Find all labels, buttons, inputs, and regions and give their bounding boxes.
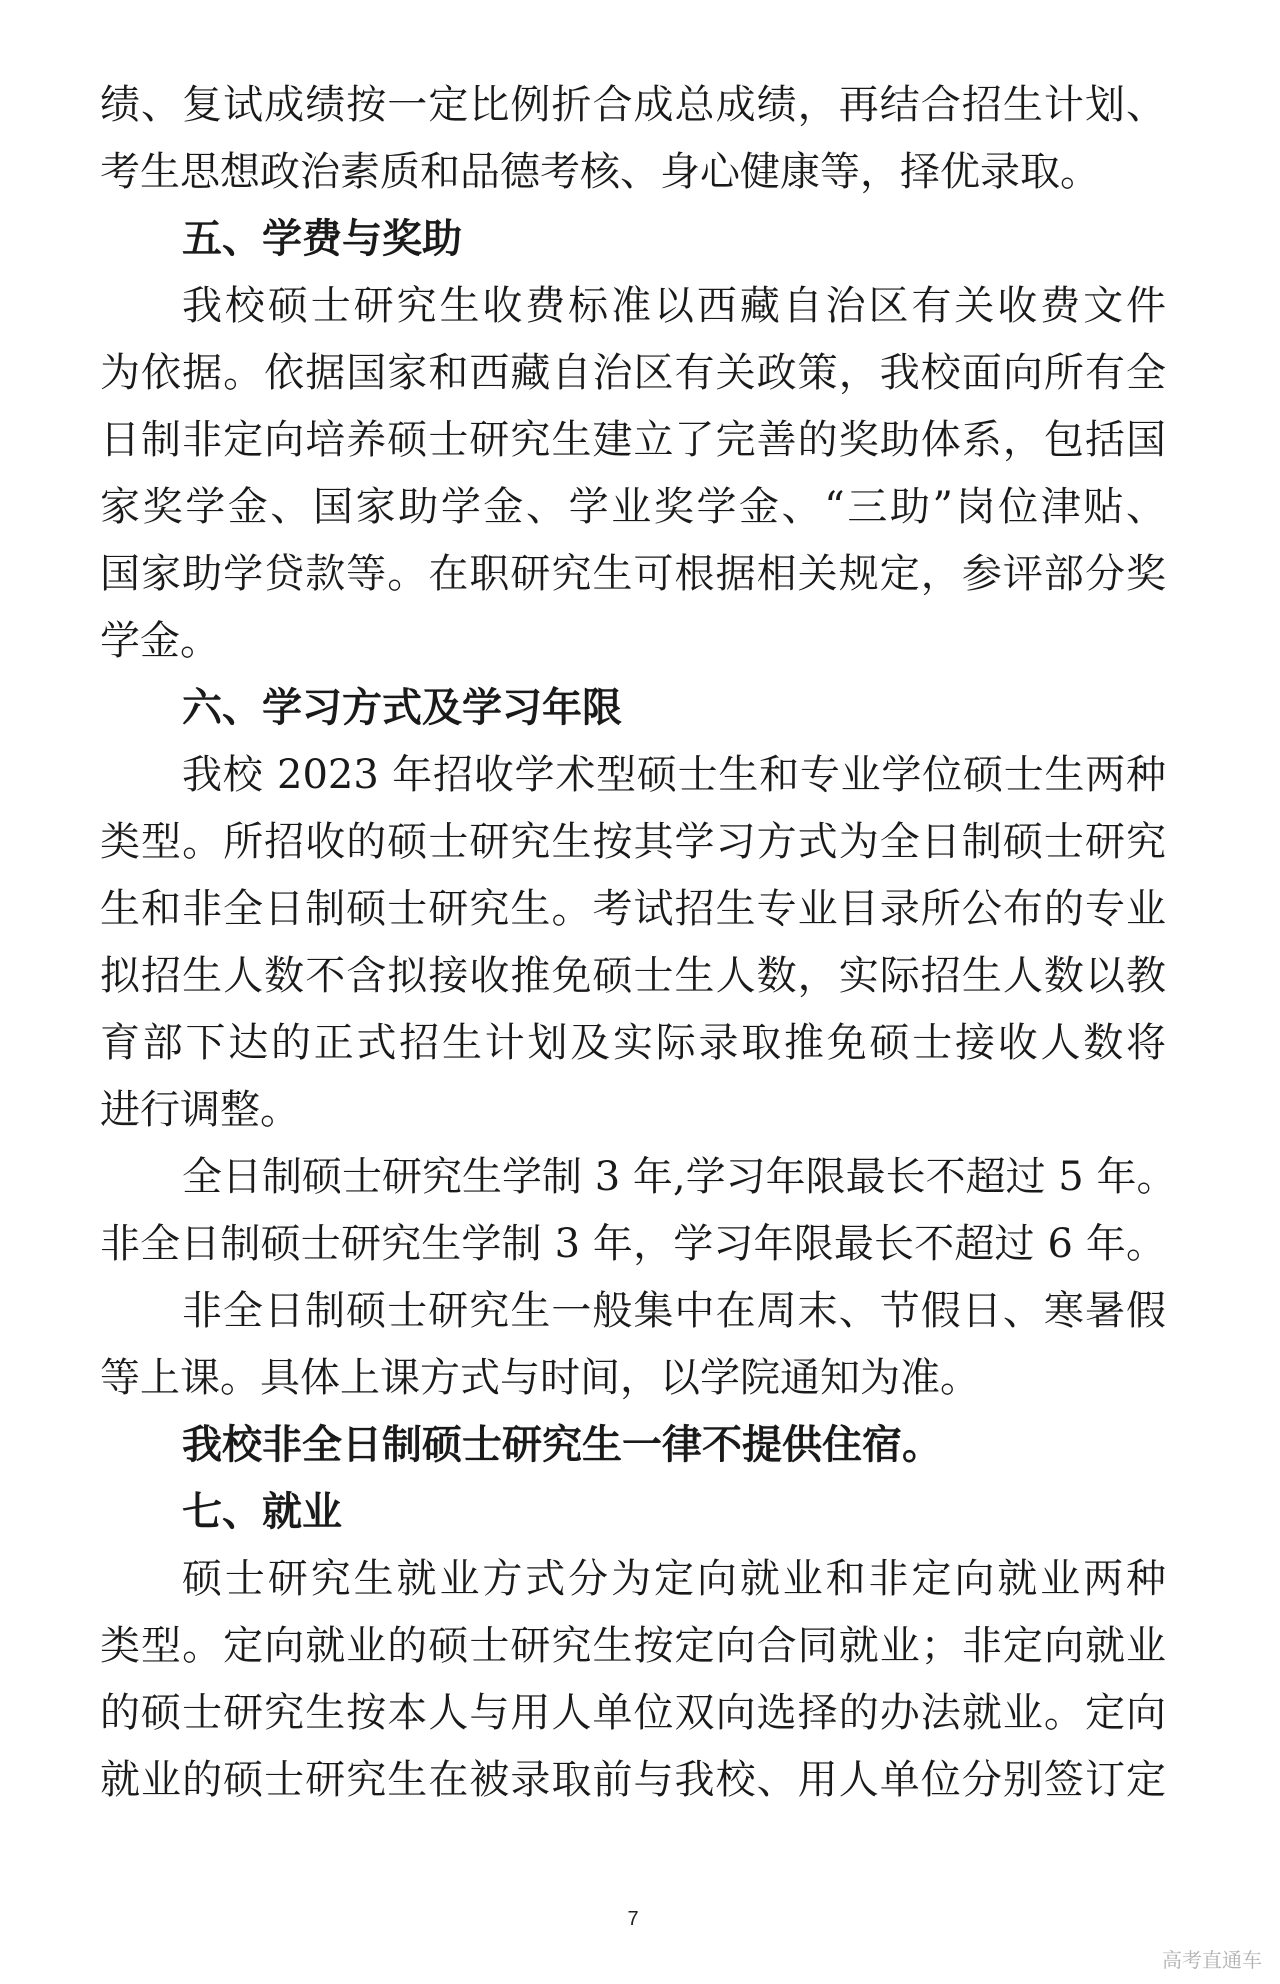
section-heading-employment: 七、就业	[182, 1489, 342, 1535]
text-line: 的硕士研究生按本人与用人单位双向选择的办法就业。定向	[100, 1690, 1166, 1736]
text-line: 类型。定向就业的硕士研究生按定向合同就业；非定向就业	[100, 1623, 1166, 1669]
bold-notice-no-accommodation: 我校非全日制硕士研究生一律不提供住宿。	[182, 1422, 942, 1468]
text-line: 学金。	[100, 618, 220, 664]
watermark: 高考直通车	[1162, 1948, 1262, 1972]
text-line: 育部下达的正式招生计划及实际录取推免硕士接收人数将	[100, 1020, 1166, 1066]
text-line: 非全日制硕士研究生学制 3 年，学习年限最长不超过 6 年。	[100, 1221, 1166, 1267]
text-line: 国家助学贷款等。在职研究生可根据相关规定，参评部分奖	[100, 551, 1166, 597]
text-line: 就业的硕士研究生在被录取前与我校、用人单位分别签订定	[100, 1757, 1166, 1803]
text-line: 进行调整。	[100, 1087, 300, 1133]
section-heading-study-mode: 六、学习方式及学习年限	[182, 685, 622, 731]
text-line: 日制非定向培养硕士研究生建立了完善的奖助体系，包括国	[100, 417, 1166, 463]
page-number: 7	[627, 1908, 639, 1930]
text-line: 绩、复试成绩按一定比例折合成总成绩，再结合招生计划、	[100, 82, 1166, 128]
text-line: 类型。所招收的硕士研究生按其学习方式为全日制硕士研究	[100, 819, 1166, 865]
text-line: 硕士研究生就业方式分为定向就业和非定向就业两种	[182, 1556, 1166, 1602]
text-line: 家奖学金、国家助学金、学业奖学金、“三助”岗位津贴、	[100, 484, 1166, 530]
text-line: 我校 2023 年招收学术型硕士生和专业学位硕士生两种	[182, 752, 1166, 798]
text-line: 我校硕士研究生收费标准以西藏自治区有关收费文件	[182, 283, 1166, 329]
text-line: 拟招生人数不含拟接收推免硕士生人数，实际招生人数以教	[100, 953, 1166, 999]
text-line: 考生思想政治素质和品德考核、身心健康等，择优录取。	[100, 149, 1100, 195]
text-line: 为依据。依据国家和西藏自治区有关政策，我校面向所有全	[100, 350, 1166, 396]
text-line: 等上课。具体上课方式与时间，以学院通知为准。	[100, 1355, 980, 1401]
text-line: 全日制硕士研究生学制 3 年,学习年限最长不超过 5 年。	[182, 1154, 1177, 1200]
text-line: 生和非全日制硕士研究生。考试招生专业目录所公布的专业	[100, 886, 1166, 932]
document-body	[100, 72, 1177, 1814]
text-line: 非全日制硕士研究生一般集中在周末、节假日、寒暑假	[182, 1288, 1166, 1334]
section-heading-tuition: 五、学费与奖助	[182, 216, 462, 262]
